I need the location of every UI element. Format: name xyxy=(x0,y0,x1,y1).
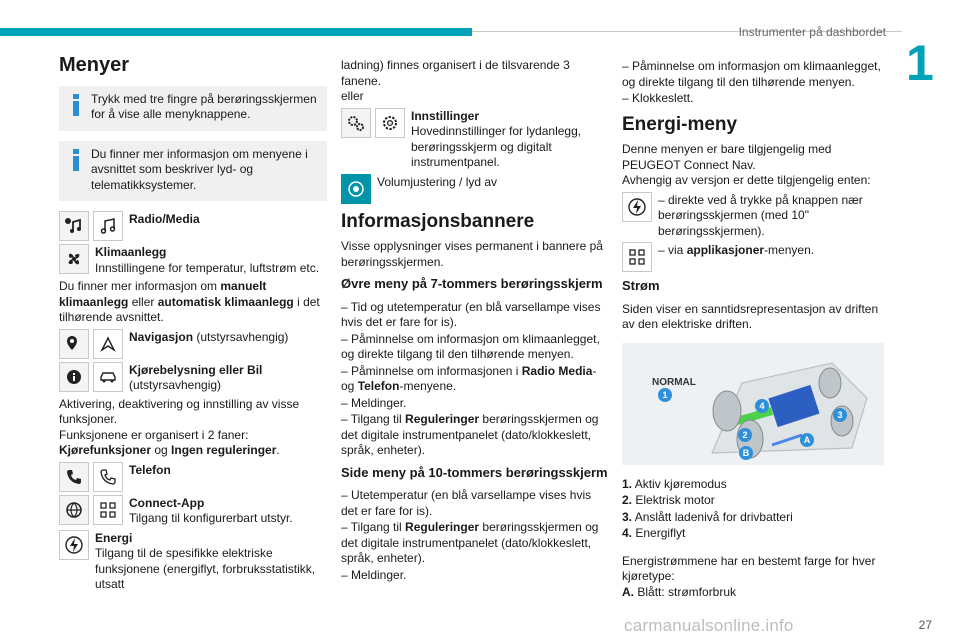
list-item: – Tilgang til Reguleringer berøringsskjermen og det digitale instrumentpanelet (dato/klokkeslett, språk, enheter). xyxy=(341,412,599,457)
north-arrow-icon xyxy=(93,329,123,359)
marker-2: 2 xyxy=(742,429,748,440)
grid-apps-icon xyxy=(622,242,652,272)
info-text: Trykk med tre fingre på berøringsskjermen for å vise alle menyknappene. xyxy=(91,91,317,121)
marker-4: 4 xyxy=(759,400,765,411)
column-3 xyxy=(622,58,884,600)
paragraph: ladning) finnes organisert i de tilsvarende 3 fanene. xyxy=(341,58,570,88)
menu-item-telefon xyxy=(59,462,327,492)
menu-label: Klimaanlegg xyxy=(95,245,167,259)
column-2 xyxy=(341,58,609,584)
gear-icon xyxy=(375,108,405,138)
list-item: A. Blått: strømforbruk xyxy=(622,584,737,599)
globe-apps-icon xyxy=(59,495,89,525)
menu-label: Energi xyxy=(95,530,133,545)
menu-desc: Hovedinnstillinger for lydanlegg, berøringsskjerm og digitalt instrumentpanel. xyxy=(411,124,582,169)
phone-icon xyxy=(59,462,89,492)
menu-label: Telefon xyxy=(129,462,171,477)
info-circle-icon xyxy=(59,362,89,392)
list-item: – Klokkeslett. xyxy=(622,91,694,105)
drive-mode-label: NORMAL xyxy=(652,376,696,388)
grid-apps-icon xyxy=(93,495,123,525)
marker-B: B xyxy=(742,447,750,458)
list-item: – Utetemperatur (en blå varsellampe vises hvis det er fare for is). xyxy=(341,488,592,518)
page-number: 27 xyxy=(918,618,932,632)
menu-label: Innstillinger xyxy=(411,108,480,123)
info-box xyxy=(59,86,327,131)
paragraph: Aktivering, deaktivering og innstilling av visse funksjoner. xyxy=(59,396,300,426)
header-accent-bar xyxy=(0,28,472,36)
list-item: 2. Elektrisk motor xyxy=(622,493,715,507)
list-item: – Meldinger. xyxy=(341,395,407,410)
marker-1: 1 xyxy=(662,389,668,400)
lightning-icon xyxy=(622,192,652,222)
list-item: 3. Anslått ladenivå for drivbatteri xyxy=(622,509,793,524)
option-text: – direkte ved å trykke på knappen nær berøringsskjermen (med 10" berøringsskjermen). xyxy=(658,192,863,238)
list-item: – Tilgang til Reguleringer berøringsskjermen og det digitale instrumentpanelet (dato/klokkeslett, språk, enheter). xyxy=(341,520,599,565)
option-text: – via applikasjoner-menyen. xyxy=(658,243,815,257)
menu-item-volume xyxy=(341,174,609,204)
list-item: 4. Energiflyt xyxy=(622,526,686,540)
paragraph: Energistrømmene har en bestemt farge for hver kjøretype: xyxy=(622,553,876,583)
menu-desc: (utstyrsavhengig) xyxy=(193,329,289,344)
list-item: – Påminnelse om informasjon om klimaanlegget, og direkte tilgang til den tilhørende menyen. xyxy=(622,59,881,89)
paragraph: Du finner mer informasjon om manuelt klimaanlegg eller automatisk klimaanlegg i det tilhørende avsnittet. xyxy=(59,279,320,324)
list-item: – Påminnelse om informasjon om klimaanlegget, og direkte tilgang til den tilhørende menyen. xyxy=(341,331,600,361)
column-1 xyxy=(59,48,327,596)
menu-label: Radio/Media xyxy=(129,212,200,226)
numbered-list xyxy=(622,477,884,542)
subsection-title: Side meny på 10-tommers berøringsskjerm xyxy=(341,464,608,480)
menu-label: Navigasjon xyxy=(129,329,194,344)
menu-item-radio xyxy=(59,211,327,241)
map-pin-icon xyxy=(59,329,89,359)
list-item: – Påminnelse om informasjonen i Radio Media- og Telefon-menyene. xyxy=(341,363,597,393)
paragraph: Denne menyen er bare tilgjengelig med PEUGEOT Connect Nav. xyxy=(622,142,832,172)
subsection-title: Strøm xyxy=(622,278,660,293)
diagram-markers xyxy=(622,343,884,465)
menu-desc: Innstillingene for temperatur, luftstrøm etc. xyxy=(95,260,320,275)
energy-option-apps xyxy=(622,242,884,272)
lightning-icon xyxy=(59,530,89,560)
menu-desc: Volumjustering / lyd av xyxy=(377,174,498,189)
menu-label: Connect-App xyxy=(129,495,205,510)
paragraph: Siden viser en sanntidsrepresentasjon av driften av den elektriske driften. xyxy=(622,301,879,331)
paragraph: Avhengig av versjon er dette tilgjengelig enten: xyxy=(622,173,871,187)
paragraph: Visse opplysninger vises permanent i bannere på berøringsskjermen. xyxy=(341,239,603,269)
list-item: – Tid og utetemperatur (en blå varsellampe vises hvis det er fare for is). xyxy=(341,299,601,329)
menu-item-car xyxy=(59,362,327,394)
menu-desc: Tilgang til de spesifikke elektriske funksjonene (energiflyt, forbruksstatistikk, utsatt xyxy=(95,546,316,591)
section-title-menyer: Menyer xyxy=(59,54,130,76)
list-item: 1. Aktiv kjøremodus xyxy=(622,476,727,491)
info-icon xyxy=(69,94,83,116)
menu-item-nav xyxy=(59,329,327,359)
menu-desc: (utstyrsavhengig) xyxy=(129,378,222,392)
marker-3: 3 xyxy=(837,409,843,420)
music-note-icon xyxy=(93,211,123,241)
info-box xyxy=(59,141,327,202)
car-icon xyxy=(93,362,123,392)
paragraph: Funksjonene er organisert i 2 faner: Kjørefunksjoner og Ingen reguleringer. xyxy=(59,427,280,457)
menu-item-settings xyxy=(341,108,609,171)
info-text: Du finner mer informasjon om menyene i avsnittet som beskriver lyd- og telematikksystemer. xyxy=(91,146,308,192)
volume-icon xyxy=(341,174,371,204)
menu-item-connect-app xyxy=(59,495,327,527)
marker-A: A xyxy=(803,434,811,445)
section-title-banners: Informasjonsbannere xyxy=(341,210,535,232)
menu-item-energi xyxy=(59,530,327,593)
section-title-energi: Energi-meny xyxy=(622,113,738,135)
fan-icon xyxy=(59,244,89,274)
energy-option-button xyxy=(622,192,884,240)
chapter-title: Instrumenter på dashbordet xyxy=(738,25,886,39)
menu-label: Kjørebelysning eller Bil xyxy=(129,362,263,377)
menu-item-klima xyxy=(59,244,327,276)
subsection-title: Øvre meny på 7-tommers berøringsskjerm xyxy=(341,276,603,291)
gears-icon xyxy=(341,108,371,138)
music-note-icon xyxy=(59,211,89,241)
watermark: carmanualsonline.info xyxy=(624,616,794,635)
menu-desc: Tilgang til konfigurerbart utstyr. xyxy=(129,511,293,525)
chapter-number: 1 xyxy=(906,35,934,91)
info-icon xyxy=(69,149,83,171)
energy-flow-diagram xyxy=(622,343,884,465)
paragraph: eller xyxy=(341,89,364,103)
list-item: – Meldinger. xyxy=(341,567,407,582)
phone-outline-icon xyxy=(93,462,123,492)
